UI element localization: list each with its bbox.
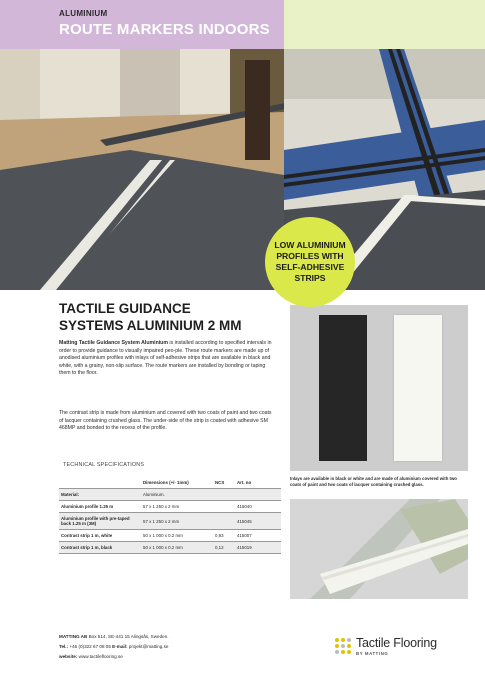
spec-col-artno: Art. no	[235, 477, 281, 489]
company-name: MATTING AB	[59, 634, 88, 639]
spec-col-product	[59, 477, 141, 489]
feature-badge-text: LOW ALUMINIUM PROFILES WITH SELF-ADHESIVE STRIPS	[274, 240, 346, 283]
intro-paragraph	[59, 340, 273, 378]
table-row	[59, 530, 281, 542]
spec-cell: 415007	[235, 530, 281, 542]
page-title: ROUTE MARKERS INDOORS	[59, 21, 270, 38]
spec-cell: Contrast strip 1 m, white	[59, 530, 141, 542]
email-link[interactable]: projekt@matting.se	[127, 644, 169, 649]
spec-cell: Contrast strip 1 m, black	[59, 542, 141, 554]
feature-badge	[265, 217, 355, 307]
contact-footer	[59, 632, 169, 662]
spec-cell: 415019	[235, 542, 281, 554]
table-row	[59, 489, 281, 501]
tactile-flooring-logo	[335, 636, 437, 656]
spec-cell	[235, 489, 281, 501]
table-row	[59, 501, 281, 513]
address: Box 514, SE-441 15 Alingsås, Sweden.	[87, 634, 169, 639]
spec-header-row	[59, 477, 281, 489]
spec-cell: 50 x 1 000 x 0.2 mm	[141, 542, 213, 554]
logo-sub: BY MATTING	[356, 651, 389, 656]
spec-table	[59, 477, 281, 554]
table-row	[59, 542, 281, 554]
spec-cell: Aluminium.	[141, 489, 213, 501]
logo-dots-icon	[335, 638, 351, 654]
contrast-paragraph: The contrast strip is made from aluminium and covered with two coats of paint and two coats of lacquer containing crushed glass. The under-side of the strip is coated with adhesive SM 468MP and bonded to the recess of the profile.	[59, 410, 272, 432]
tel-value: +46 (0)322 67 08 05	[68, 644, 113, 649]
hero-photos	[0, 0, 485, 290]
title-band	[0, 0, 284, 49]
spec-col-ncs: NCS	[213, 477, 235, 489]
spec-cell: 415045	[235, 513, 281, 530]
product-name: Matting Tactile Guidance System Aluminium	[59, 340, 168, 346]
spec-cell	[213, 501, 235, 513]
spec-cell: Aluminium profile 1.25 m	[59, 501, 141, 513]
email-label: E-mail:	[112, 644, 128, 649]
logo-name: Tactile Flooring	[356, 636, 437, 650]
strips-caption: Inlays are available in black or white and are made of aluminium covered with two coats of paint and two coats of lacquer containing crushed glass.	[290, 476, 457, 487]
intro-body: is installed according to specified intervals in order to provide guidance to visually impaired peo-ple. These route markers are made up of anodised aluminium profiles with inlays of self-adhesive strips that are available in black and white, with a grainy, non-slip surface. The route markers are installed by bonding or taping them to the floor.	[59, 340, 272, 377]
spec-cell: 0,12	[213, 542, 235, 554]
spec-cell: 57 x 1 250 x 2 mm	[141, 513, 213, 530]
contact-line	[59, 642, 169, 652]
kicker: ALUMINIUM	[59, 9, 108, 18]
section-heading	[59, 300, 289, 334]
spec-col-dimensions: Dimensions (+/- 1mm)	[141, 477, 213, 489]
table-row	[59, 513, 281, 530]
heading-line-1: TACTILE GUIDANCE	[59, 301, 191, 316]
web-line	[59, 652, 169, 662]
spec-cell: 50 x 1 000 x 0.2 mm	[141, 530, 213, 542]
spec-cell: 415040	[235, 501, 281, 513]
tel-label: Tel.:	[59, 644, 69, 649]
heading-line-2: SYSTEMS ALUMINIUM 2 MM	[59, 318, 242, 333]
spec-cell	[213, 513, 235, 530]
black-strip	[319, 315, 367, 461]
web-label: website:	[59, 654, 78, 659]
white-strip	[394, 315, 442, 461]
address-line	[59, 632, 169, 642]
spec-cell: 57 x 1 250 x 2 mm	[141, 501, 213, 513]
spec-label: TECHNICAL SPECIFICATIONS	[63, 462, 145, 468]
spec-cell: Aluminium profile with pre-taped back 1.25 m (3M)	[59, 513, 141, 530]
strips-photo	[290, 305, 468, 471]
adhesive-roll-photo	[290, 499, 468, 599]
corner-band	[284, 0, 485, 49]
spec-cell: 0,93	[213, 530, 235, 542]
website-link[interactable]: www.tactileflooring.se	[77, 654, 123, 659]
spec-cell: Material:	[59, 489, 141, 501]
spec-cell	[213, 489, 235, 501]
